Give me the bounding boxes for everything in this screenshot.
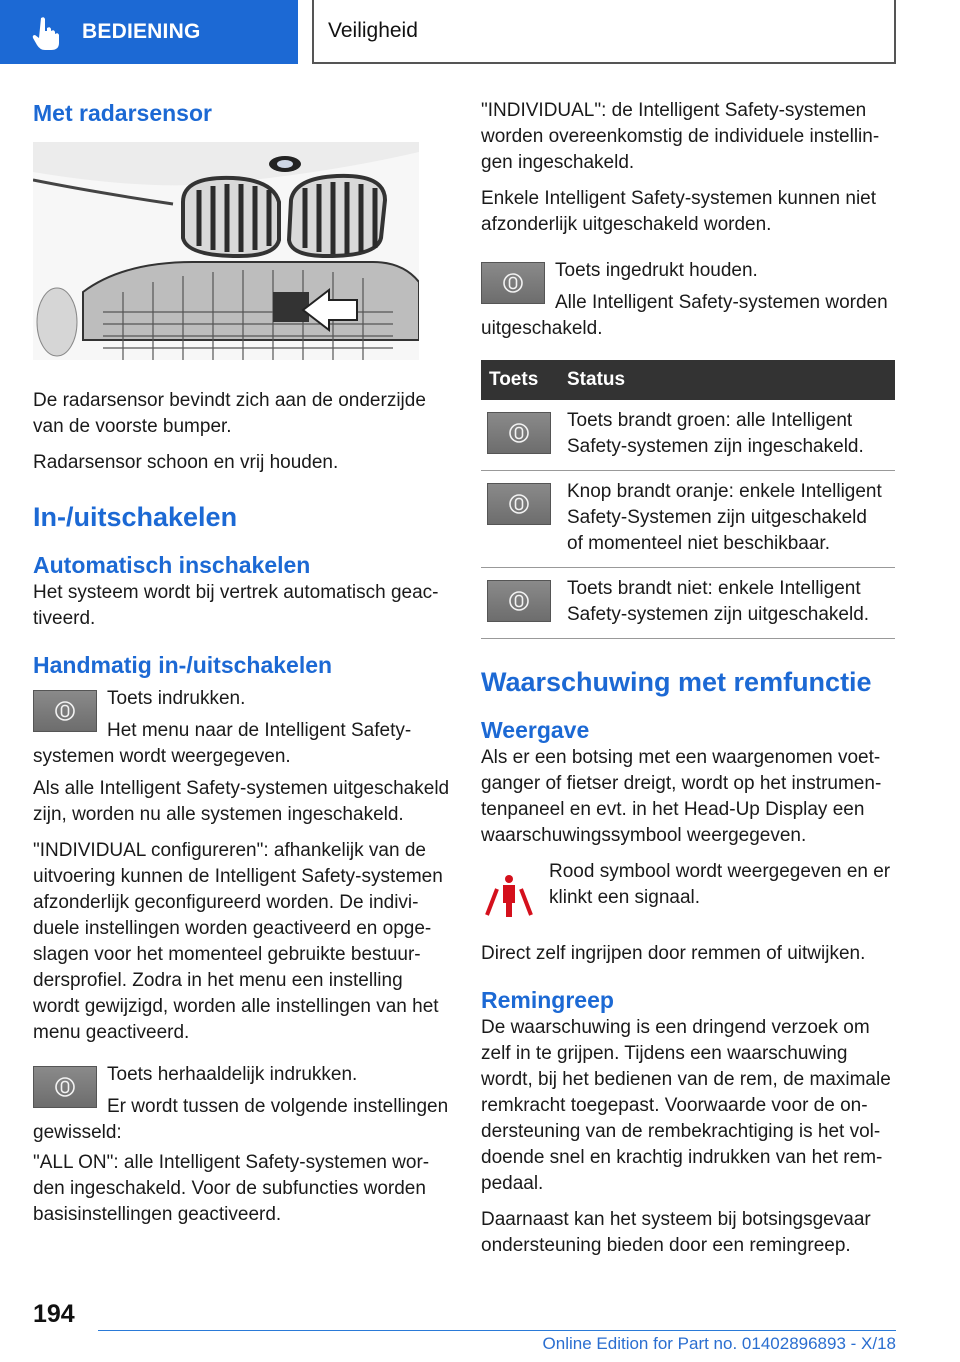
table-header-row	[481, 360, 895, 400]
chapter-tab[interactable]	[0, 0, 298, 64]
footer-divider	[98, 1330, 896, 1331]
button-instruction-3	[481, 258, 895, 342]
button-2-line-2: Er wordt tussen de volgende instellingen gewisseld:	[33, 1096, 449, 1143]
onoff-heading: In-/uitschakelen	[33, 502, 238, 532]
table-row	[481, 471, 895, 568]
hand-pointer-icon	[28, 14, 64, 50]
table-cell-status: Knop brandt oranje: enkele Intelligent Safety-Systemen zijn uitgeschakeld of momenteel niet beschikbaar.	[559, 471, 895, 568]
table-row	[481, 568, 895, 639]
edition-footer: Online Edition for Part no. 01402896893 - X/18	[542, 1334, 896, 1353]
button-instruction-2	[33, 1062, 451, 1146]
table-cell-status: Toets brandt niet: enkele Intelligent Safety-systemen zijn uitgeschakeld.	[559, 568, 895, 639]
individual-text: "INDIVIDUAL": de Intelligent Safety-systemen worden overeenkomstig de individuele instellingen ingeschakeld.	[481, 100, 880, 173]
table-cell-icon	[481, 400, 559, 471]
manual-heading: Handmatig in-/uitschakelen	[33, 652, 333, 678]
button-3-line-2: Alle Intelligent Safety-systemen worden uitgeschakeld.	[481, 292, 888, 339]
table-cell-icon	[481, 568, 559, 639]
chapter-label: BEDIENING	[82, 20, 201, 43]
pedestrian-warning-icon	[481, 865, 537, 925]
button-1-line-2: Het menu naar de Intelligent Safety-systemen wordt weergegeven.	[33, 720, 412, 767]
manual-text-2: "INDIVIDUAL configureren": afhankelijk van de uitvoering kunnen de Intelligent Safety-systemen afzonderlijk geconfigureerd worden. De individuele instellingen worden geactiveerd en opgeslagen voor het momenteel gebruikte bestuurdersprofiel. Zodra in het menu een instelling wordt gewijzigd, worden alle instellingen van het menu geactiveerd.	[33, 840, 443, 1043]
manual-text-3: "ALL ON": alle Intelligent Safety-systemen worden ingeschakeld. Voor de subfuncties worden basisinstellingen geactiveerd.	[33, 1152, 430, 1225]
safety-button-icon	[487, 580, 551, 622]
brake-text-1: De waarschuwing is een dringend verzoek om zelf in te grijpen. Tijdens een waarschuwing wordt, bij het bedienen van de rem, de maximale remkracht toegepast. Voorwaarde voor de ondersteuning van de rembekrachtiging is het voldoende snel en krachtig indrukken van het rempedaal.	[481, 1017, 891, 1194]
button-2-line-1: Toets herhaaldelijk indrukken.	[107, 1064, 358, 1085]
radar-text-1: De radarsensor bevindt zich aan de onderzijde van de voorste bumper.	[33, 390, 426, 437]
auto-heading: Automatisch inschakelen	[33, 552, 311, 578]
display-text: Als er een botsing met een waargenomen voetganger of fietser dreigt, wordt op het instrumentenpaneel en evt. in het Head-Up Display een waarschuwingssymbool weergegeven.	[481, 747, 882, 846]
right-column	[481, 98, 895, 1269]
safety-button-icon	[33, 1066, 97, 1108]
radar-text-2: Radarsensor schoon en vrij houden.	[33, 452, 339, 473]
table-row	[481, 400, 895, 471]
table-header-status: Status	[559, 360, 895, 400]
cannot-disable-text: Enkele Intelligent Safety-systemen kunnen niet afzonderlijk uitgeschakeld worden.	[481, 188, 877, 235]
warning-symbol-text: Rood symbool wordt weergegeven en er klinkt een signaal.	[549, 861, 891, 908]
table-cell-icon	[481, 471, 559, 568]
button-instruction-1	[33, 686, 451, 770]
radar-sensor-photo	[33, 142, 419, 360]
table-cell-status: Toets brandt groen: alle Intelligent Safety-systemen zijn ingeschakeld.	[559, 400, 895, 471]
table-header-key: Toets	[481, 360, 559, 400]
page-number: 194	[33, 1300, 75, 1328]
intervene-text: Direct zelf ingrijpen door remmen of uitwijken.	[481, 943, 866, 964]
section-label: Veiligheid	[328, 19, 418, 42]
warning-symbol-row	[481, 859, 895, 929]
display-heading: Weergave	[481, 717, 590, 743]
safety-button-icon	[33, 690, 97, 732]
status-table	[481, 360, 895, 639]
button-1-line-1: Toets indrukken.	[107, 688, 246, 709]
safety-button-icon	[487, 483, 551, 525]
radar-heading: Met radarsensor	[33, 100, 212, 126]
brake-heading: Remingreep	[481, 987, 614, 1013]
safety-button-icon	[487, 412, 551, 454]
brake-text-2: Daarnaast kan het systeem bij botsingsgevaar ondersteuning bieden door een remingreep.	[481, 1209, 871, 1256]
warning-heading: Waarschuwing met remfunctie	[481, 667, 872, 697]
auto-text: Het systeem wordt bij vertrek automatisch geactiveerd.	[33, 582, 439, 629]
section-header	[312, 0, 896, 64]
manual-text-1: Als alle Intelligent Safety-systemen uitgeschakeld zijn, worden nu alle systemen ingeschakeld.	[33, 778, 450, 825]
safety-button-icon	[481, 262, 545, 304]
left-column	[33, 98, 451, 1238]
button-3-line-1: Toets ingedrukt houden.	[555, 260, 758, 281]
